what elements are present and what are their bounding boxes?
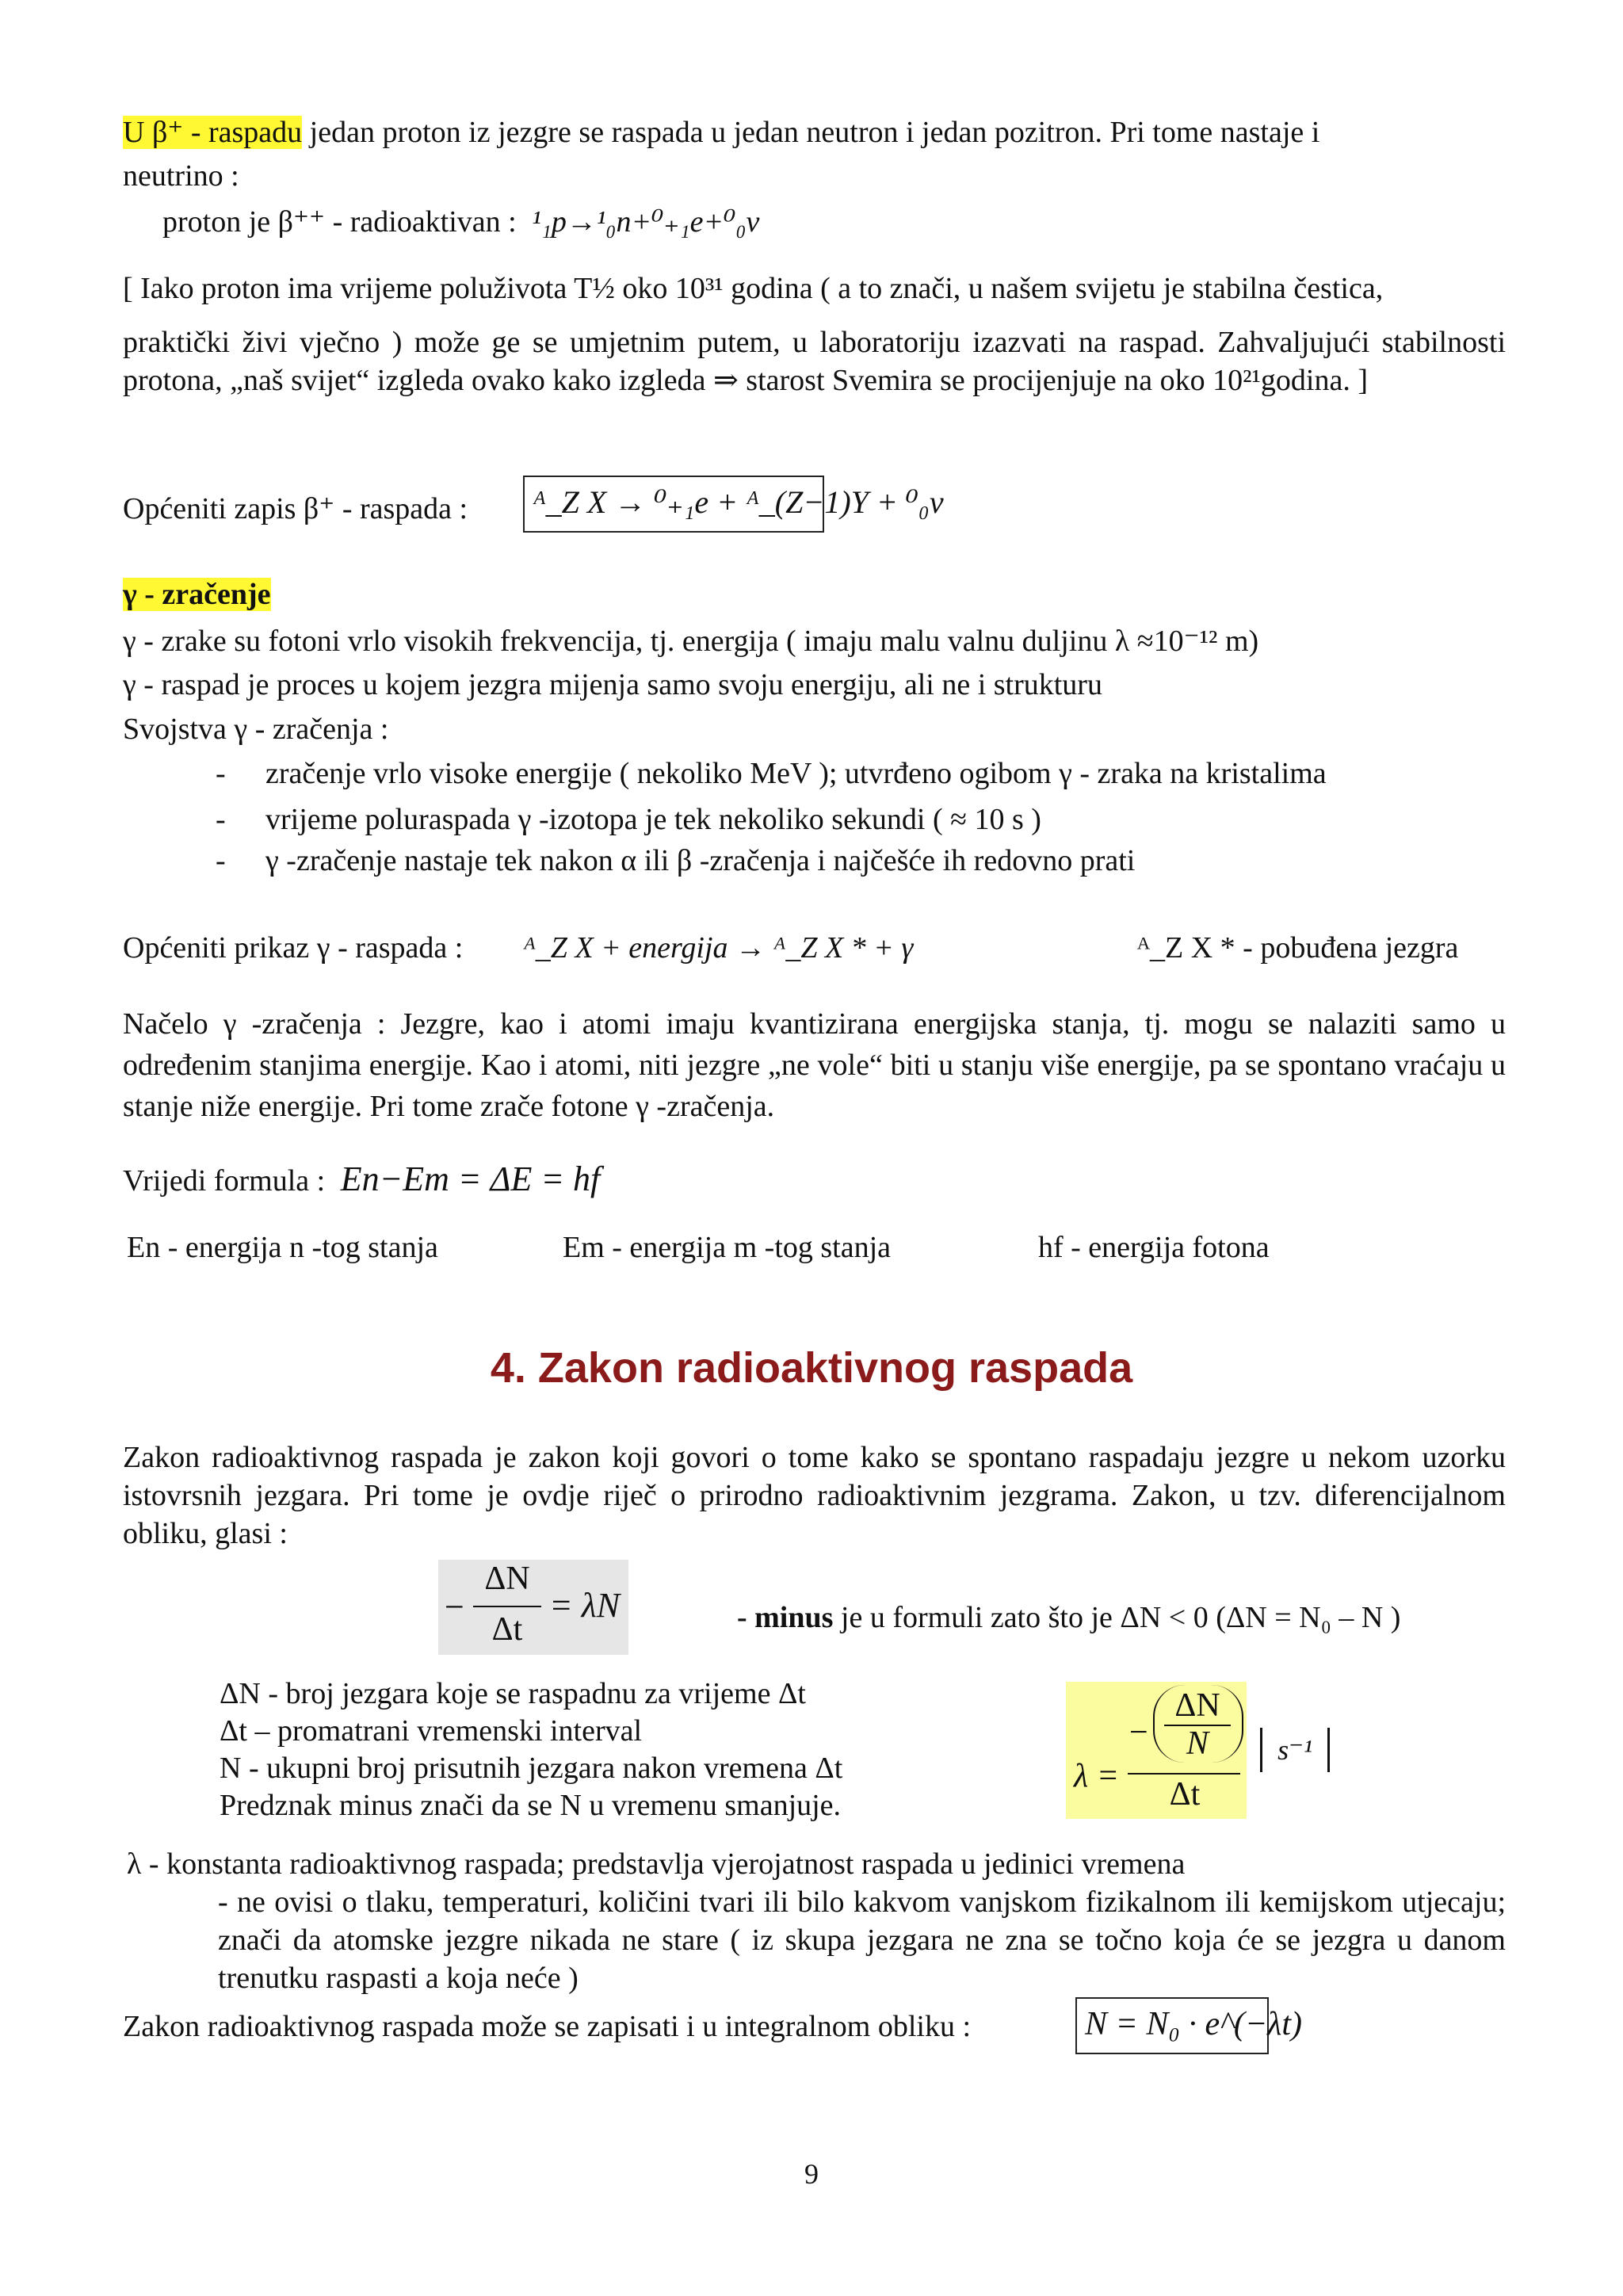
beta-plus-general-equation: ᴬ_Z X → ⁰₊₁e + ᴬ_(Z−1)Y + ⁰₀ν <box>533 484 944 520</box>
gamma-principle-paragraph: Načelo γ -zračenja : Jezgre, kao i atomi imaju kvantizirana energijska stanja, tj. mogu se nalaziti samo u određenim stanjima energije. Kao i atomi, niti jezgre „ne vole“ biti u stanju više energije, pa se spontano vraćaju u stanje niže energije. Pri tome zrače fotone γ -zračenja. <box>123 1007 1506 1123</box>
differential-denominator: Δt <box>491 1611 523 1648</box>
proton-decay-label: proton je β⁺⁺ - radioaktivan : <box>162 205 517 239</box>
gamma-property-3: γ -zračenje nastaje tek nakon α ili β -zračenja i najčešće ih redovno prati <box>265 844 1136 877</box>
lambda-numerator: ΔN <box>1174 1687 1220 1724</box>
integral-form-label: Zakon radioaktivnog raspada može se zapisati i u integralnom obliku : <box>123 2010 972 2043</box>
proton-decay-equation: ¹₁p→¹₀n+⁰₊₁e+⁰₀ν <box>532 205 760 239</box>
differential-rhs: = λN <box>549 1586 621 1625</box>
energy-formula: En−Em = ΔE = hf <box>340 1159 601 1198</box>
minus-explanation <box>737 1599 1400 1637</box>
definition-em: Em - energija m -tog stanja <box>563 1231 892 1264</box>
beta-plus-general-label: Općeniti zapis β⁺ - raspada : <box>123 492 468 525</box>
lambda-denominator: Δt <box>1169 1776 1201 1813</box>
delta-t-definition: Δt – promatrani vremenski interval <box>220 1714 643 1748</box>
lambda-lhs: λ = <box>1074 1758 1120 1794</box>
lambda-inner-denominator: N <box>1186 1725 1209 1762</box>
delta-n-definition: ΔN - broj jezgara koje se raspadnu za vrijeme Δt <box>220 1677 806 1710</box>
beta-plus-line-1 <box>123 113 1319 151</box>
bullet-dash: - <box>216 844 226 877</box>
outer-fraction-bar <box>1128 1773 1240 1775</box>
formula-label: Vrijedi formula : <box>123 1164 326 1198</box>
gamma-property-1: zračenje vrlo visoke energije ( nekoliko MeV ); utvrđeno ogibom γ - zraka na kristalima <box>265 757 1327 790</box>
excited-nucleus-note: ᴬ_Z X * - pobuđena jezgra <box>1137 931 1459 965</box>
definition-en: En - energija n -tog stanja <box>127 1231 438 1264</box>
lambda-definition: λ - konstanta radioaktivnog raspada; predstavlja vjerojatnost raspada u jedinici vremena <box>127 1847 1186 1881</box>
gamma-general-label: Općeniti prikaz γ - raspada : <box>123 931 464 965</box>
proton-decay-line <box>162 203 759 241</box>
minus-explanation-text: je u formuli zato što je ΔN < 0 (ΔN = N₀ – N ) <box>840 1601 1401 1634</box>
lambda-properties: - ne ovisi o tlaku, temperaturi, količini tvari ili bilo kakvom vanjskom fizikalnom ili kemijskom utjecaju; znači da atomske jezgre nikada ne stare ( iz skupa jezgara ne zna se točno koja će se jezgra u danom trenutku raspasti a koja neće ) <box>218 1885 1506 1995</box>
page-number: 9 <box>804 2158 819 2190</box>
minus-sign-note: Predznak minus znači da se N u vremenu smanjuje. <box>220 1789 842 1822</box>
integral-equation: N = N₀ · e^(−λt) <box>1085 2006 1303 2042</box>
gamma-general-equation: ᴬ_Z X + energija → ᴬ_Z X * + γ <box>523 931 914 965</box>
integral-formula-box <box>1075 1997 1303 2054</box>
minus-sign: − <box>445 1587 464 1626</box>
definition-hf: hf - energija fotona <box>1038 1231 1270 1264</box>
beta-plus-general-box <box>523 476 944 533</box>
differential-formula-box <box>438 1560 628 1655</box>
proton-halflife-line: [ Iako proton ima vrijeme poluživota T½ oko 10³¹ godina ( a to znači, u našem svijetu je stabilna čestica, <box>123 272 1384 305</box>
gamma-line-1: γ - zrake su fotoni vrlo visokih frekvencija, tj. energija ( imaju malu valnu duljinu λ ≈10⁻¹² m) <box>123 625 1259 658</box>
n-definition: N - ukupni broj prisutnih jezgara nakon vremena Δt <box>220 1752 843 1785</box>
formula-line <box>123 1160 600 1200</box>
gamma-heading <box>123 575 271 613</box>
gamma-heading-text: γ - zračenje <box>123 578 271 611</box>
bullet-dash: - <box>216 803 226 836</box>
fraction-bar <box>473 1606 541 1607</box>
minus-bold: - minus <box>737 1601 834 1634</box>
beta-plus-line-2: neutrino : <box>123 159 239 193</box>
beta-plus-line-1-rest: jedan proton iz jezgre se raspada u jedan neutron i jedan pozitron. Pri tome nastaje i <box>309 116 1320 149</box>
gamma-property-2: vrijeme poluraspada γ -izotopa je tek nekoliko sekundi ( ≈ 10 s ) <box>265 803 1041 836</box>
beta-plus-highlight: U β⁺ - raspadu <box>123 116 303 149</box>
differential-numerator: ΔN <box>484 1561 530 1597</box>
minus-sign: − <box>1129 1714 1148 1751</box>
decay-law-intro: Zakon radioaktivnog raspada je zakon koji govori o tome kako se spontano raspadaju jezgre u nekom uzorku istovrsnih jezgara. Pri tome je ovdje riječ o prirodno radioaktivnim jezgrama. Zakon, u tzv. diferencijalnom obliku, glasi : <box>123 1441 1506 1550</box>
bullet-dash: - <box>216 757 226 790</box>
lambda-unit: s⁻¹ <box>1260 1728 1330 1772</box>
section-title: 4. Zakon radioaktivnog raspada <box>490 1344 1133 1392</box>
lambda-formula-box <box>1066 1682 1247 1819</box>
gamma-properties-label: Svojstva γ - zračenja : <box>123 712 389 746</box>
proton-halflife-paragraph: praktički živi vječno ) može ge se umjetnim putem, u laboratoriju izazvati na raspad. Zahvaljujući stabilnosti protona, „naš svijet“ izgleda ovako kako izgleda ⇒ starost Svemira se procijenjuje na oko 10²¹godina. ] <box>123 326 1506 397</box>
gamma-line-2: γ - raspad je proces u kojem jezgra mijenja samo svoju energiju, ali ne i strukturu <box>123 668 1102 701</box>
